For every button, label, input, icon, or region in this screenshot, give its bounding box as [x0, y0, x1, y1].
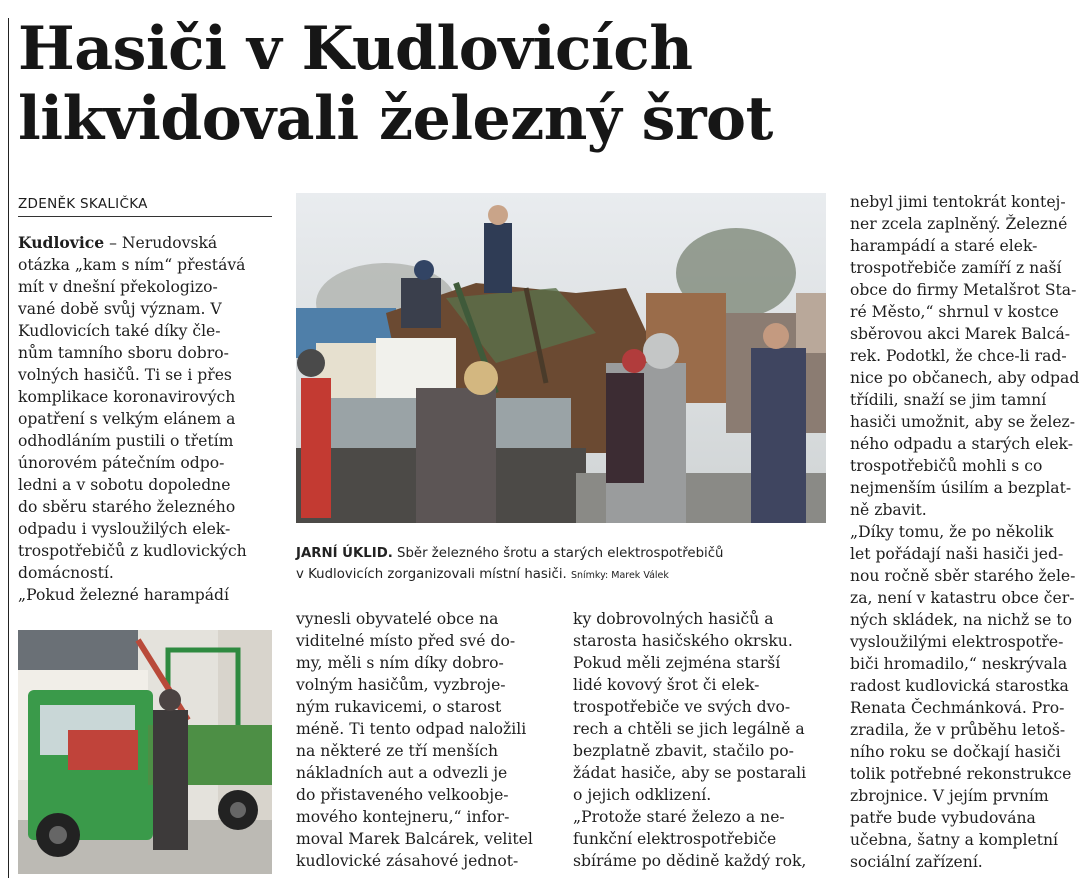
column-rule	[8, 18, 9, 878]
article-column-4: nebyl jimi tentokrát kontej- ner zcela zaplněný. Železné harampádí a staré elek- trospotřebiče zamíří z naší obce do firmy Metalšrot Sta- ré Město,“ shrnul v kostce sběrovou akci Marek Balcá- rek. Podotkl, že chce-li rad- nice po občanech, aby odpad třídili, snaží se jim tamní hasiči umožnit, aby se želez- ného odpadu a starých elek- trospotřebičů mohli s co nejmenším úsilím a bezplat- ně zbavit. „Díky tomu, že po několik let pořádají naši hasiči jed- nou ročně sběr starého žele- za, není v katastru obce čer- ných skládek, na nichž se to vysloužilými elektrospotře- biči hromadilo,“ neskrývala radost kudlovická starostka Renata Čechmánková. Pro- zradila, že v průběhu letoš- ního roku se dočkají hasiči tolik potřebné rekonstrukce zbrojnice. V jejím prvním patře bude vybudována učebna, šatny a kompletní sociální zařízení.	[850, 193, 1080, 871]
truck-photo	[18, 630, 272, 874]
photo-caption	[296, 543, 826, 586]
photo-credit: Snímky: Marek Válek	[570, 570, 669, 581]
byline: ZDENĚK SKALIČKA	[18, 196, 272, 217]
headline-line-2: likvidovali železný šrot	[18, 84, 773, 154]
headline	[18, 14, 1078, 154]
caption-text: Sběr železného šrotu a starých elektrospotřebičů v Kudlovicích zorganizovali místní hasiči.	[296, 546, 724, 582]
main-photo	[296, 193, 826, 523]
article-column-3: ky dobrovolných hasičů a starosta hasičského okrsku. Pokud měli zejména starší lidé kovový šrot či elek- trospotřebiče ve svých dvo- rech a chtěli se jich legálně a bezplatně zbavit, stačilo po- žádat hasiče, aby se postarali o jejich odklizení. „Protože staré železo a ne- funkční elektrospotřebiče sbíráme po dědině každý rok,	[573, 610, 807, 870]
article-column-1	[18, 232, 280, 606]
article-column-2: vynesli obyvatelé obce na viditelné místo před své do- my, měli s ním díky dobro- volným hasičům, vyzbroje- ným rukavicemi, o starost méně. Ti tento odpad naložili na některé ze tří menších nákladních aut a odvezli je do přistaveného velkoobje- mového kontejneru,“ infor- moval Marek Balcárek, velitel kudlovické zásahové jednot-	[296, 610, 533, 870]
dateline: Kudlovice	[18, 233, 105, 252]
caption-lead: JARNÍ ÚKLID.	[296, 546, 393, 561]
column-1-text: – Nerudovská otázka „kam s ním“ přestává mít v dnešní překologizo- vané době svůj význam. V Kudlovicích také díky čle- nům tamního sboru dobro- volných hasičů. Ti se i přes komplikace koronavirových opatření s velkým elánem a odhodláním pustili o třetím únorovém pátečním odpo- ledni a v sobotu dopoledne do sběru starého železného odpadu i vysloužilých elek- trospotřebičů z kudlovických domácností. „Pokud železné harampádí	[18, 234, 247, 604]
headline-line-1: Hasiči v Kudlovicích	[18, 14, 693, 84]
